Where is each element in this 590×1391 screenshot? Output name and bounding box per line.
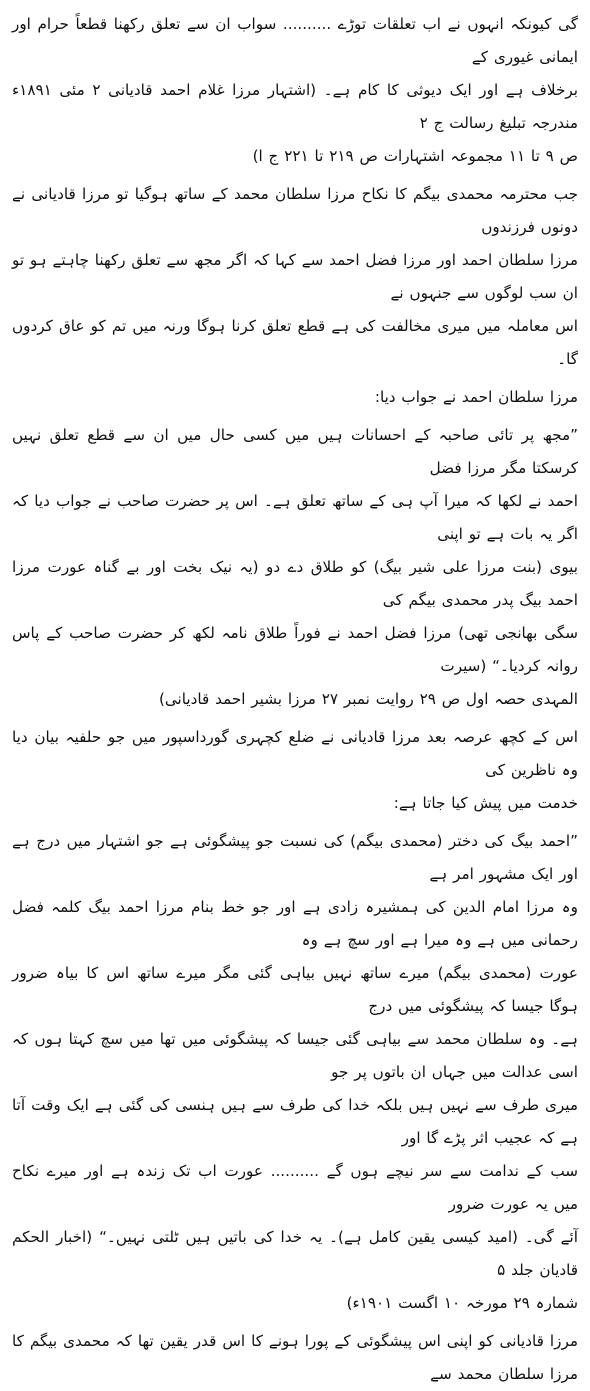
paragraph-court-statement-quote: ”احمد بیگ کی دختر (محمدی بیگم) کی نسبت جو پیشگوئی ہے جو اشتہار میں درج ہے اور ایک مشہور امر ہے وہ مرزا امام الدین کی ہمشیرہ زادی ہے اور جو خط بنام مرزا احمد بیگ کلمہ فضل رحمانی میں ہے وہ میرا ہے اور سچ ہے وہ عورت (محمدی بیگم) میرے ساتھ نہیں بیاہی گئی مگر میرے ساتھ اس کا بیاہ ضرور ہوگا جیسا کہ پیشگوئی میں درج ہے۔ وہ سلطان محمد سے بیاہی گئی جیسا کہ پیشگوئی میں تھا میں سچ کہتا ہوں کہ اسی عدالت میں جہاں ان باتوں پر جو میری طرف سے نہیں ہیں بلکہ خدا کی طرف سے ہیں ہنسی کی گئی ہے ایک وقت آتا ہے کہ عجیب اثر پڑے گا اور سب کے ندامت سے سر نیچے ہوں گے .......... عورت اب تک زندہ ہے اور میرے نکاح میں یہ عورت ضرور آئے گی۔ (امید کیسی یقین کامل ہے)۔ یہ خدا کی باتیں ہیں ٹلتی نہیں۔“ (اخبار الحکم قادیان جلد ۵ شمارہ ۲۹ مورخہ ۱۰ اگست ۱۹۰۱ء) xyxy=(12,832,578,1312)
paragraph-closing: مرزا قادیانی کو اپنی اس پیشگوئی کے پورا ہونے کا اس قدر یقین تھا کہ محمدی بیگم کا مرزا سلطان محمد سے xyxy=(12,1332,578,1383)
paragraph-court-statement-intro: اس کے کچھ عرصہ بعد مرزا قادیانی نے ضلع کچہری گورداسپور میں جو حلفیہ بیان دیا وہ ناظرین کی خدمت میں پیش کیا جاتا ہے: xyxy=(12,728,578,812)
paragraph-marriage-sons: جب محترمہ محمدی بیگم کا نکاح مرزا سلطان محمد کے ساتھ ہوگیا تو مرزا قادیانی نے دونوں فرزندوں مرزا سلطان احمد اور مرزا فضل احمد سے کہا کہ اگر مجھ سے تعلق رکھنا چاہتے ہو تو ان سب لوگوں سے جنہوں نے اس معاملہ میں میری مخالفت کی ہے قطع تعلق کرنا ہوگا ورنہ میں تم کو عاق کردوں گا۔ xyxy=(12,185,578,368)
paragraph-announcement-citation: گی کیونکہ انہوں نے اب تعلقات توڑے .......... سواب ان سے تعلق رکھنا قطعاً حرام اور ایمانی غیوری کے برخلاف ہے اور ایک دیوثی کا کام ہے۔ (اشتہار مرزا غلام احمد قادیانی ۲ مئی ۱۸۹۱ء مندرجہ تبلیغ رسالت ج ۲ ص ۹ تا ۱۱ مجموعہ اشتہارات ص ۲۱۹ تا ۲۲۱ ج ا) xyxy=(12,15,578,165)
paragraph-sirat-quote: ”مجھ پر تائی صاحبہ کے احسانات ہیں میں کسی حال میں ان سے قطع تعلق نہیں کرسکتا مگر مرزا فضل احمد نے لکھا کہ میرا آپ ہی کے ساتھ تعلق ہے۔ اس پر حضرت صاحب نے جواب دیا کہ اگر یہ بات ہے تو اپنی بیوی (بنت مرزا علی شیر بیگ) کو طلاق دے دو (یہ نیک بخت اور بے گناہ عورت مرزا احمد بیگ پدر محمدی بیگم کی سگی بھانجی تھی) مرزا فضل احمد نے فوراً طلاق نامہ لکھ کر حضرت صاحب کے پاس روانہ کردیا۔“ (سیرت المہدی حصہ اول ص ۲۹ روایت نمبر ۲۷ مرزا بشیر احمد قادیانی) xyxy=(12,426,578,708)
paragraph-sultan-ahmad-reply-intro: مرزا سلطان احمد نے جواب دیا: xyxy=(374,388,578,406)
